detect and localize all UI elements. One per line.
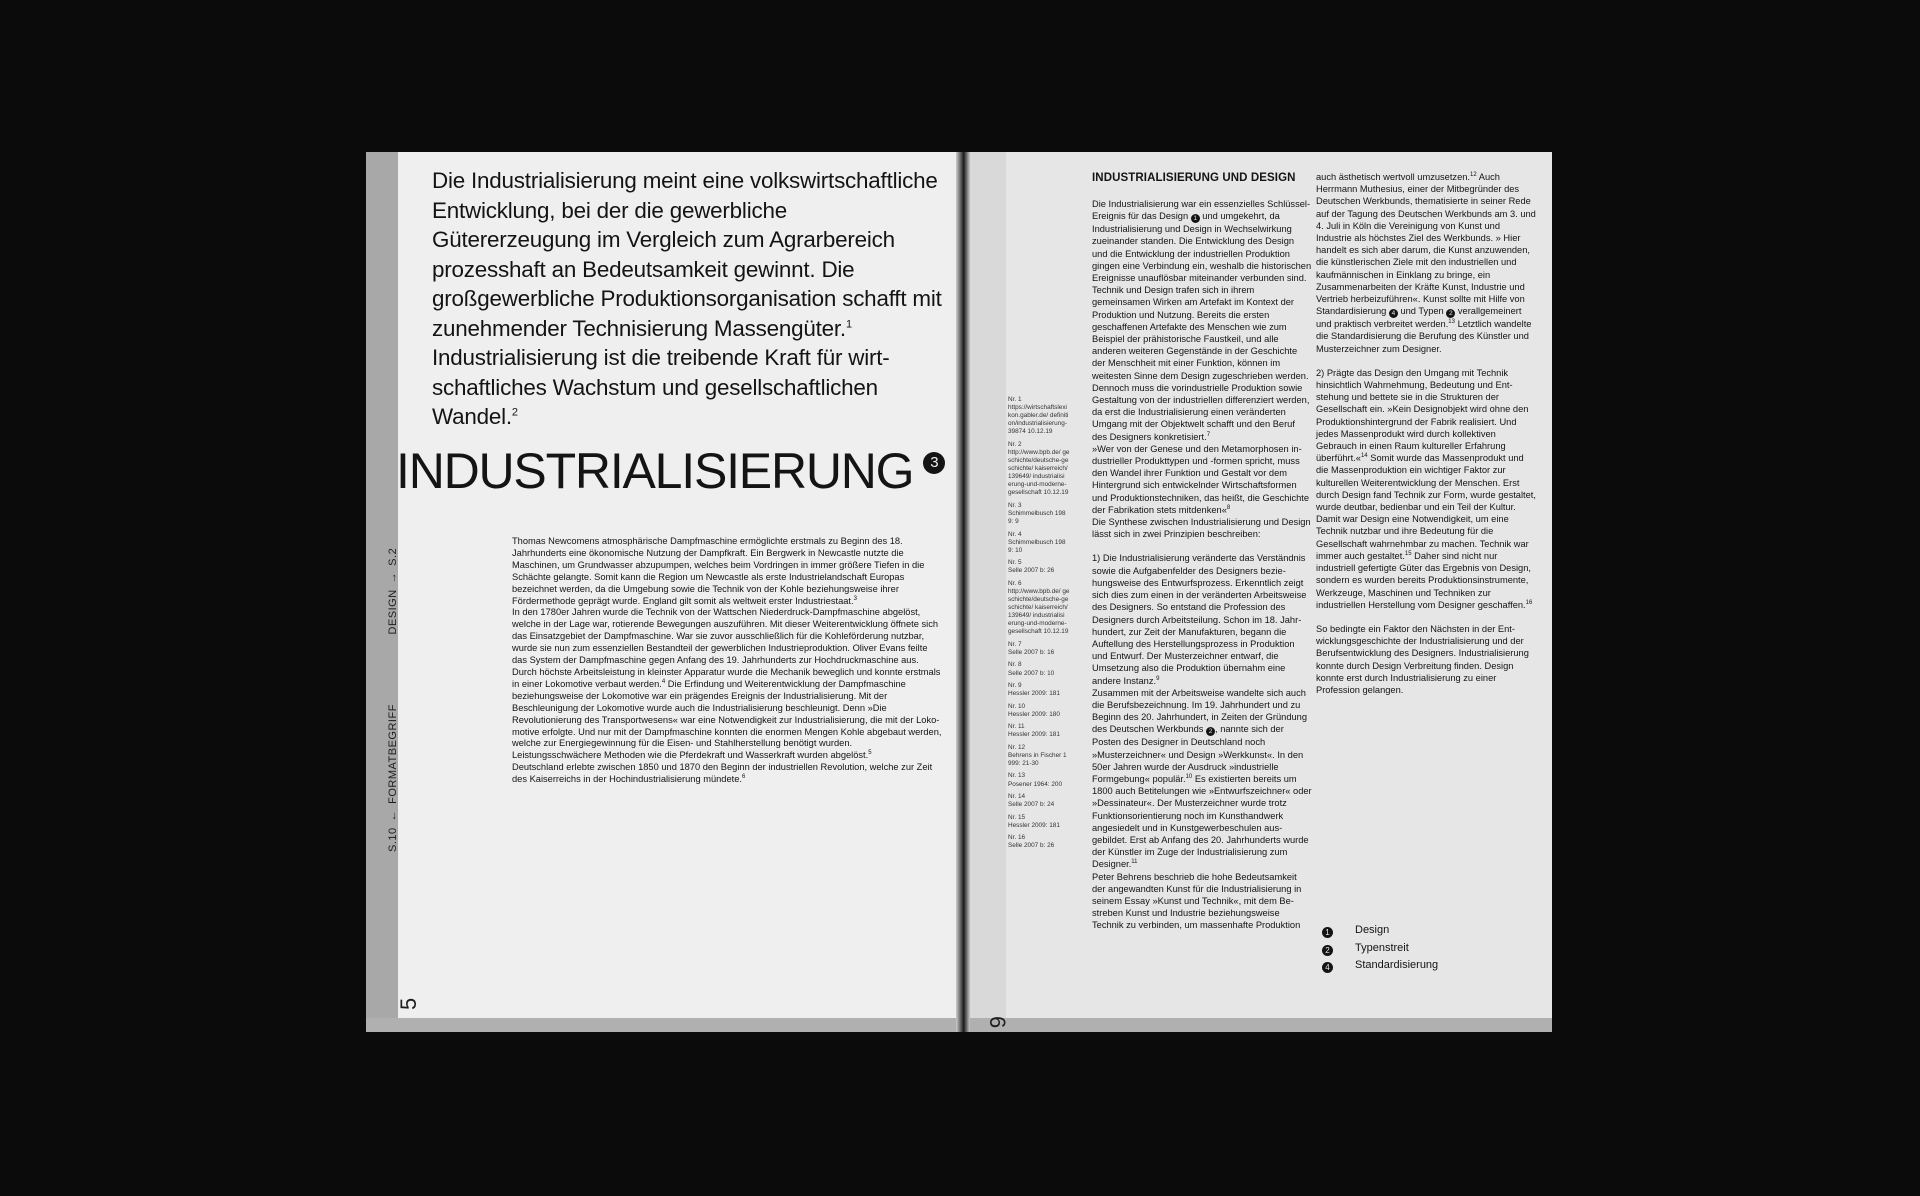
left-body-text: [512, 536, 942, 786]
footnote: Nr. 3 Schimmelbusch 1989: 9: [1008, 501, 1066, 526]
footnote: Nr. 12 Behrens in Fischer 1999: 21-30: [1008, 743, 1067, 767]
quote-paragraph: »Wer von der Genese und den Metamorphosen industrieller Produkttypen und -formen spricht, muss den Wandel ihrer Funktion und Gestalt vor dem Hintergrund sich entwickelnder Wirtschaftsformen und Produktionstechniken, das heißt, die Geschichte der Fabrikation stets mitdenken«$^8$: [1092, 443, 1310, 515]
nav-prev-page: S.10: [387, 827, 399, 852]
bottom-band: [970, 1018, 1552, 1032]
left-page: [366, 152, 956, 1032]
typenstreit-marker-circle: 2: [1446, 309, 1455, 318]
text-column-2: [1316, 171, 1536, 696]
chapter-title: INDUSTRIALISIERUNG 3: [396, 442, 945, 500]
legend-item: 2 Typenstreit: [1322, 940, 1438, 958]
footnote: Nr. 8 Selle 2007 b: 10: [1008, 661, 1055, 677]
footnote: Nr. 9 Hessler 2009: 181: [1008, 682, 1060, 698]
body-paragraph: 2) Prägte das Design den Umgang mit Technik hinsichtlich Wahrnehmung, Bedeutung und Entstehung und bettete sie in die Strukturen der Gesellschaft ein. »Kein Designobjekt wird ohne den Produktionshintergrund der Fabrik realisiert. Und jedes Massenprodukt wird durch kollektiven Gebrauch in einen Raum kultureller Erfahrung überführt.«$^{14}$ Somit wurde das Massenprodukt und die Massenproduktion ein wichtiger Faktor zur kulturellen Weiterentwicklung der Menschen. Erst durch Design fand Technik zur Form, wurde gestaltet, wurde deutbar, bedienbar und ein Teil der Kultur. Damit war Design eine Notwendigkeit, um eine Technik nutzbar und ihre Bedeutung für die Gesellschaft wahrnehmbar zu machen. Technik war immer auch gestaltet.$^{15}$ Daher sind nicht nur industriell gefertigte Güter das Ergebnis von Design, sondern es wurden bereits Produktionsinstrumente, Werkzeuge, Maschinen und Techniken zur industriellen Herstellung vom Designer geschaffen.$^{16}$: [1316, 367, 1536, 610]
marker-legend: [1322, 922, 1438, 975]
footnote: Nr. 7 Selle 2007 b: 16: [1008, 640, 1055, 656]
design-marker-circle: 1: [1191, 214, 1200, 223]
body-paragraph: Deutschland erlebte zwischen 1850 und 1870 den Beginn der industriellen Revolution, welche zur Zeit des Kaiserreichs in der Hochindustrialisierung mündete.$^6$: [512, 762, 933, 785]
nav-next-topic: DESIGN: [387, 589, 399, 635]
legend-marker-circle: 4: [1322, 962, 1333, 973]
footnotes-column: [1008, 396, 1070, 855]
body-paragraph: Thomas Newcomens atmosphärische Dampfmaschine ermöglichte erstmals zu Beginn des 18. Jahrhunderts eine ökonomische Nutzung der Dampfkraft. Ein Bergwerk in Newcastle nutzte die Maschinen, um Grundwasser abzupumpen, welches beim Vordringen in immer größere Tiefen in die Schächte gelangte. Somit kann die Region um Newcastle als erste Industrielandschaft Europas bezeichnet werden, da die Umgebung sowie die Technik von der Kohle beziehungsweise ihrer Fördermethode geprägt wurde. England gilt somit als weltweit erster Industriestaat.$^3$: [512, 536, 925, 606]
footnote: Nr. 11 Hessler 2009: 181: [1008, 723, 1060, 739]
nav-next-page: S.2: [387, 547, 399, 566]
footnote: Nr. 10 Hessler 2009: 180: [1008, 702, 1060, 718]
footnote: Nr. 15 Hessler 2009: 181: [1008, 813, 1060, 829]
legend-marker-circle: 1: [1322, 927, 1333, 938]
section-heading: INDUSTRIALISIERUNG UND DESIGN: [1092, 172, 1296, 184]
footnote: Nr. 14 Selle 2007 b: 24: [1008, 793, 1055, 809]
bottom-band: [366, 1018, 956, 1032]
right-page: [970, 152, 1552, 1032]
magazine-spread: [366, 152, 1552, 1032]
legend-item: 4 Standardisierung: [1322, 957, 1438, 975]
footnote: Nr. 6 http://www.bpb.de/ geschichte/deutsche-geschichte/ kaiserreich/139649/ industrialisierung-und-moderne-gesellschaft 10.12.19: [1008, 579, 1070, 636]
footnote: Nr. 5 Selle 2007 b: 26: [1008, 559, 1055, 575]
body-paragraph: auch ästhetisch wertvoll umzusetzen.$^{12}$ Auch Herrmann Muthesius, einer der Mitbegründer des Deutschen Werkbunds, thematisierte in seiner Rede auf der Tagung des Deutschen Werkbunds am 3. und 4. Juli in Köln die Vereinigung von Kunst und Industrie als höchstes Ziel des Werkbunds. » Hier handelt es sich aber darum, die Kunst anzuwenden, die künstlerischen Ziele mit den industriellen und kaufmännischen in Einklang zu bringe, ein Zusammenarbeiten der Kräfte Kunst, Industrie und Vertrieb herbeizuführen«. Kunst sollte mit Hilfe von Standardisierung 4 und Typen 2 verallgemeinert und praktisch verbreitet werden.$^{13}$ Letztlich wandelte die Standardisierung die Berufung des Künstler und Musterzeichner zum Designer.: [1316, 171, 1536, 354]
page-number-right: 6: [985, 1016, 1010, 1029]
text-column-1: [1092, 198, 1312, 932]
typenstreit-marker-circle: 2: [1206, 727, 1215, 736]
legend-marker-circle: 2: [1322, 945, 1333, 956]
body-paragraph: In den 1780er Jahren wurde die Technik von der Wattschen Niederdruck-Dampfmaschine abgelöst, welche in der Lage war, rotierende Bewegungen auszuführen. Mit dieser Weiterentwicklung öffnete sich das Einsatzgebiet der Dampfmaschine. War sie zuvor ausschließlich für die Kohleförderung nutzbar, wurde sie nun zum essenziellen Bestandteil der gewerblichen Industrieproduktion. Oliver Evans feilte das System der Dampfmaschine gegen Anfang des 19. Jahrhunderts zur Hochdruckmaschine aus. Durch höchste Arbeitsleistung in kleinster Apparatur wurde die Mechanik beweglich und konnte erstmals in einer Lokomotive verbaut werden.$^4$ Die Erfindung und Weiterentwicklung der Dampfmaschine beziehungsweise der Lokomotive war ein prägendes Ereignis der Industrialisierung. Mit der Beschleunigung der Lokomotive wurde auch die Industrialisierung beschleunigt. Denn »Die Revolutionierung des Transportwesens« war eine Notwendigkeit zur Industrialisierung, die mit der Lokomotive erfolgte. Und nur mit der Dampfmaschine konnten die enormen Mengen Kohle abgebaut werden, welche zur Energiegewinnung für die Eisen- und Stahlherstellung benötigt wurden. Leistungsschwächere Methoden wie die Pferdekraft und Wasserkraft wurden abgelöst.$^5$: [512, 607, 942, 761]
footnote: Nr. 13 Posener 1964: 200: [1008, 772, 1063, 788]
standardisierung-marker-circle: 4: [1389, 309, 1398, 318]
arrow-left-icon: ←: [387, 809, 399, 822]
right-margin-band: [970, 152, 1006, 1032]
body-paragraph: So bedingte ein Faktor den Nächsten in der Entwicklungsgeschichte der Industrialisierung und der Berufsentwicklung des Designers. Industrialisierung konnte durch Design Verbreitung finden. Design konnte erst durch Industrialisierung zu einer Profession gelangen.: [1316, 623, 1529, 695]
intro-paragraph: Die Industrialisierung meint eine volkswirtschaftliche Entwicklung, bei der die gewerbliche Gütererzeugung im Vergleich zum Agrarbereich prozesshaft an Bedeutsamkeit gewinnt. Die großgewerbliche Produktionsorganisation schafft mit zunehmender Technisierung Massengüter.$^1$ Industrialisierung ist die treibende Kraft für wirtschaftliches Wachstum und gesellschaftlichen Wandel.$^2$: [432, 168, 942, 429]
body-paragraph: Peter Behrens beschrieb die hohe Bedeutsamkeit der angewandten Kunst für die Industrialisierung in seinem Essay »Kunst und Technik«, mit dem Bestreben Kunst und Industrie beziehungsweise Technik zu verbinden, um massenhafte Produktion: [1092, 871, 1302, 931]
footnote: Nr. 2 http://www.bpb.de/ geschichte/deutsche-geschichte/ kaiserreich/139649/ industrialisierung-und-moderne-gesellschaft 10.12.19: [1008, 440, 1070, 497]
body-paragraph: Die Synthese zwischen Industrialisierung und Design lässt sich in zwei Prinzipien beschreiben:: [1092, 517, 1311, 540]
footnote: Nr. 1 https://wirtschaftslexikon.gabler.de/ definition/industrialisierung-39874 10.12.19: [1008, 396, 1069, 436]
page-number-left: 5: [396, 997, 421, 1010]
arrow-right-icon: →: [387, 571, 399, 584]
body-paragraph: Die Industrialisierung war ein essenzielles SchlüsselEreignis für das Design 1 und umgekehrt, da Industrialisierung und Design in Wechselwirkung zueinander standen. Die Entwicklung des Design und die Entwicklung der industriellen Produktion gingen eine Verbindung ein, weshalb die historischen Ereignisse unauflösbar miteinander verbunden sind. Technik und Design trafen sich in ihrem gemeinsamen Wirken am Artefakt im Kontext der Produktion und Nutzung. Bereits die ersten geschaffenen Artefakte des Menschen wie zum Beispiel der prähistorische Faustkeil, und alle anderen weiteren Gegenstände in der Geschichte der Menschheit mit einer Funktion, können im weitesten Sinne dem Design zugeschrieben werden. Dennoch muss die vorindustrielle Produktion sowie Gestaltung von der industriellen differenziert werden, da erst die Industrialisierung einen veränderten Umgang mit der Objektwelt schafft und den Beruf des Designers konkretisiert.$^7$: [1092, 199, 1312, 442]
nav-prev-topic: FORMATBEGRIFF: [387, 704, 399, 804]
body-paragraph: Zusammen mit der Arbeitsweise wandelte sich auch die Berufsbezeichnung. Im 19. Jahrhundert und zu Beginn des 20. Jahrhundert, in Zeiten der Gründung des Deutschen Werkbunds 2 , nannte sich der Posten des Designer in Deutschland noch »Musterzeichner« und Design »Werkkunst«. In den 50er Jahren wurde der Ausdruck »industrielle Formgebung« populär.$^{10}$ Es existierten bereits um 1800 auch Betitelungen wie »Entwurfszeichner« oder »Dessinateur«. Der Musterzeichner wurde trotz Funktionsorientierung noch im Kunsthandwerk angesiedelt und in Kunstgewerbeschulen ausgebildet. Erst ab Anfang des 20. Jahrhunderts wurde der Künstler im Zuge der Industrialisierung zum Designer.$^{11}$: [1092, 687, 1312, 870]
spine-gutter: [956, 152, 970, 1032]
body-paragraph: 1) Die Industrialisierung veränderte das Verständnis sowie die Aufgabenfelder des Designers beziehungsweise des Entwurfsprozess. Erkenntlich zeigt sich dies zum einen in der veränderten Arbeitsweise des Designers. So entstand die Profession des Designers durch Arbeitsteilung. Schon im 18. Jahrhundert, zur Zeit der Manufakturen, begann die Auftellung des Herstellungsprozess in Produktion und Entwurf. Der Musterzeichner entwarf, die Umsetzung also die Produktion übernahm eine andere Instanz.$^9$: [1092, 553, 1307, 686]
footnote: Nr. 16 Selle 2007 b: 26: [1008, 834, 1055, 850]
footnote: Nr. 4 Schimmelbusch 1989: 10: [1008, 530, 1066, 554]
legend-item: 1 Design: [1322, 922, 1438, 940]
vertical-navigation: [387, 542, 399, 852]
chapter-marker-circle: 3: [923, 452, 945, 474]
